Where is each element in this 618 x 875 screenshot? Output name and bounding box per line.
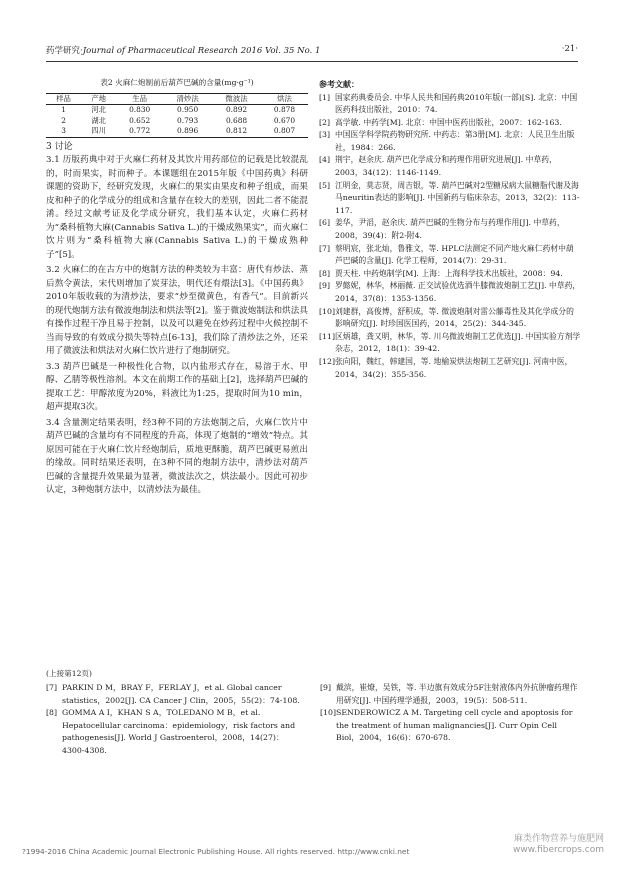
reference-text: 张向阳，魏红，韩建国，等. 地榆炭烘法炮制工艺研究[J]. 河南中医，2014，34(2)：355-356.: [335, 356, 573, 379]
table-header-cell: 样品: [56, 93, 71, 103]
table-cell: 0.688: [225, 115, 248, 125]
reference-text: 贾天柱. 中药炮制学[M]. 上海：上海科学技术出版社，2008：94.: [335, 268, 563, 278]
reference-item: [320, 682, 578, 707]
table-cell: 0.878: [273, 105, 296, 114]
reference-list: [319, 92, 581, 382]
table-cell: 0.772: [129, 126, 151, 135]
reference-text: 荆宇，赵余庆. 葫芦巴化学成分和药理作用研究进展[J]. 中草药，2003，34(12)：1146-1149.: [335, 155, 557, 178]
table-header-cell: 微波法: [225, 93, 248, 103]
paragraph-3-2: 3.2 火麻仁的在古方中的炮制方法的种类较为丰富：唐代有炒法、蒸后熬令黄法，宋代则增加了炭芽法，明代还有煨法[3]。《中国药典》2010年版收载的为清炒法，要求“炒至微黄色，有香气”。目前新兴的现代炮制方法有微波炮制法和烘法等[2]。鉴于微波炮制法和烘法具有操作过程干净且易于控制，以及可以避免在炒药过程中火候控制不当而导致的有效成分损失等特点[6-13]，我们除了清炒法之外，还采用了微波法和烘法对火麻仁饮片进行了炮制研究。: [46, 265, 308, 356]
reference-number: [2]: [319, 117, 331, 127]
reference-item: [319, 306, 581, 331]
reference-item: [319, 154, 581, 179]
paragraph-3-4: 3.4 含量测定结果表明，经3种不同的方法炮制之后，火麻仁饮片中葫芦巴碱的含量均有不同程度的升高，体现了炮制的“增效”特点。其原因可能在于火麻仁饮片经炮制后，质地更酥脆，葫芦巴碱更易煎出的缘故。同时结果还表明，在3种不同的炮制方法中，清炒法对葫芦巴碱的含量提升效果最为显著，微波法次之，烘法最小。因此可初步认定，3种炮制方法中，以清炒法为最佳。: [46, 417, 308, 495]
table-row: [46, 126, 308, 137]
table-cell: 0.950: [177, 105, 199, 114]
reference-number: [9]: [320, 683, 332, 692]
reference-number: [3]: [319, 130, 331, 140]
reference-text: 高学敏. 中药学[M]. 北京：中国中医药出版社，2007：162-163.: [335, 117, 562, 127]
reference-text: 区炳雄，龚又明，林华，等. 川乌微波炮制工艺优选[J]. 中国实验方剂学杂志，2012，18(1)：39-42.: [335, 331, 581, 354]
table-header-cell: 清炒法: [176, 93, 199, 103]
watermark-line-1: 麻类作物营养与施肥网: [513, 834, 604, 844]
reference-number: [8]: [319, 268, 331, 278]
table-cell: 2: [61, 115, 66, 125]
reference-item: [319, 356, 581, 381]
reference-number: [5]: [319, 180, 331, 190]
table-header-cell: 烘法: [277, 93, 292, 103]
reference-text: 国家药典委员会. 中华人民共和国药典2010年版(一部)[S]. 北京：中国医药科技出版社，2010：74.: [335, 92, 578, 115]
continued-reference-list-left: [46, 682, 304, 758]
header-journal-en: ·Journal of Pharmaceutical Research 2016 Vol. 35 No. 1: [80, 46, 321, 56]
reference-item: [319, 331, 581, 356]
continuation-label: (上接第12页): [46, 669, 92, 678]
reference-text: SENDEROWICZ A M. Targeting cell cycle and apoptosis for the treatment of human malignancies[J]. Curr Opin Cell Biol，2004，16(6)：670-678.: [336, 708, 573, 743]
reference-number: [9]: [319, 281, 331, 291]
reference-item: [319, 217, 581, 242]
continued-references: [46, 668, 578, 755]
reference-text: 戴滨，崔燎，吴铁，等. 半边旗有效成分5F注射液体内外抗肿瘤药理作用研究[J]. 中国药理学通报，2003，19(5)：508-511.: [336, 683, 578, 705]
paragraph-3-1: 3.1 历版药典中对于火麻仁药材及其饮片用药部位的记载是比较混乱的，时而果实，时而种子。本课题组在2015年版《中国药典》科研课题的资助下，经研究发现，火麻仁的果实由果皮和种子组成，而果皮和种子的化学成分的组成和含量存在较大的差别，因此二者不能混淆。经过文献考证及化学成分研究，我们基本认定，火麻仁药材为“桑科植物大麻(Cannabis Sativa L.)的干燥成熟果实”，而火麻仁饮片则为“桑科植物大麻(Cannabis Sativa L.)的干燥成熟种子”[5]。: [46, 155, 308, 260]
reference-number: [11]: [319, 331, 336, 341]
table-cell: 0.793: [177, 115, 199, 125]
reference-item: [319, 268, 581, 281]
reference-item: [319, 180, 581, 218]
references-heading: 参考文献：: [319, 79, 359, 89]
reference-text: 姜华，尹滔，赵余庆. 葫芦巴碱的生物分布与药理作用[J]. 中草药，2008，39(4)：附2-附4.: [335, 218, 565, 241]
continued-reference-list-right: [320, 682, 578, 745]
reference-number: [12]: [319, 356, 336, 366]
reference-text: 刘建群，高俊博，舒积成，等. 微波炮制对雷公藤毒性及其化学成分的影响研究[J]. 时珍国医国药，2014，25(2)：344-345.: [335, 306, 574, 329]
reference-text: 罗懿妮，林华，林丽薇. 正交试验优选酒牛膝微波炮制工艺[J]. 中草药，2014，37(8)：1353-1356.: [335, 281, 581, 303]
header-journal: [46, 44, 320, 56]
table-cell: 0.812: [225, 126, 248, 135]
table-cell: 0.652: [129, 115, 151, 125]
table-cell: 1: [61, 105, 66, 114]
reference-item: [319, 129, 581, 154]
content-table: [46, 93, 308, 138]
header-journal-cn: 药学研究: [46, 46, 81, 56]
table-cell: 河北: [91, 105, 107, 114]
reference-text: PARKIN D M，BRAY F，FERLAY J，et al. Global cancer statistics，2002[J]. CA Cancer J Clin，2005，55(2)：74-108.: [62, 683, 300, 705]
table-header-row: [46, 93, 308, 105]
reference-text: 蔡明宸，张北灿，鲁雅文，等. HPLC法测定不同产地火麻仁药材中葫芦巴碱的含量[J]. 化学工程师，2014(7)：29-31.: [335, 243, 574, 266]
table-cell: 四川: [91, 126, 107, 135]
paragraph-3-3: 3.3 葫芦巴碱是一种极性化合物，以内盐形式存在，易溶于水、甲醇、乙腈等极性溶剂。本文在前期工作的基础上[2]，选择葫芦巴碱的提取工艺：甲醇浓度为20%，料液比为1:25，提取时间为10 min，超声提取3次。: [46, 361, 308, 412]
table-cell: 0.830: [129, 105, 151, 114]
reference-number: [10]: [319, 306, 336, 316]
reference-number: [6]: [319, 218, 331, 228]
table-cell: 湖北: [91, 115, 107, 125]
table-cell: 0.896: [177, 126, 199, 135]
table-header-cell: 生品: [132, 93, 148, 103]
table-row: [46, 105, 308, 116]
left-column: [46, 76, 308, 498]
reference-item: [320, 707, 578, 745]
reference-number: [7]: [319, 243, 331, 253]
reference-item: [319, 92, 581, 117]
reference-number: [4]: [319, 155, 331, 165]
reference-text: 中国医学科学院药物研究所. 中药志：第3册[M]. 北京：人民卫生出版社，1984：266.: [335, 130, 575, 152]
reference-number: [10]: [320, 708, 337, 718]
reference-item: [319, 280, 581, 305]
header-page-number: ·21·: [561, 44, 578, 54]
right-column: [319, 76, 581, 381]
table-cell: 3: [61, 126, 66, 135]
running-header: [46, 44, 578, 58]
reference-number: [8]: [46, 708, 58, 718]
header-rule: [46, 61, 578, 62]
reference-item: [46, 707, 304, 757]
site-watermark: [513, 834, 604, 856]
reference-item: [319, 243, 581, 268]
table-title: 表2 火麻仁炮制前后葫芦巴碱的含量(mg·g⁻¹): [100, 78, 254, 87]
reference-text: GOMMA A I，KHAN S A，TOLEDANO M B，et al. Hepatocellular carcinoma：epidemiology，risk factors and pathogenesis[J]. World J Gastroenterol，2008，14(27)：4300-4308.: [62, 708, 296, 755]
reference-text: 江明金，莫志贤，周吉银，等. 葫芦巴碱对2型糖尿病大鼠糖脂代谢及海马neuritin表达的影响[J]. 中国新药与临床杂志，2013，32(2)：113-117.: [335, 180, 580, 215]
table-cell: 0.892: [225, 105, 248, 114]
reference-number: [7]: [46, 683, 58, 692]
reference-item: [46, 682, 304, 707]
table-cell: 0.807: [273, 126, 296, 135]
reference-item: [319, 117, 581, 130]
section-heading: 3 讨论: [46, 141, 73, 152]
reference-number: [1]: [319, 92, 331, 102]
table-row: [46, 116, 308, 127]
copyright-footer: ?1994-2016 China Academic Journal Electronic Publishing House. All rights reserved. http://www.cnki.net: [22, 847, 410, 856]
table-header-cell: 产地: [91, 93, 107, 103]
watermark-line-2: www.fibercrops.com: [513, 845, 604, 855]
table-cell: 0.670: [273, 115, 296, 125]
